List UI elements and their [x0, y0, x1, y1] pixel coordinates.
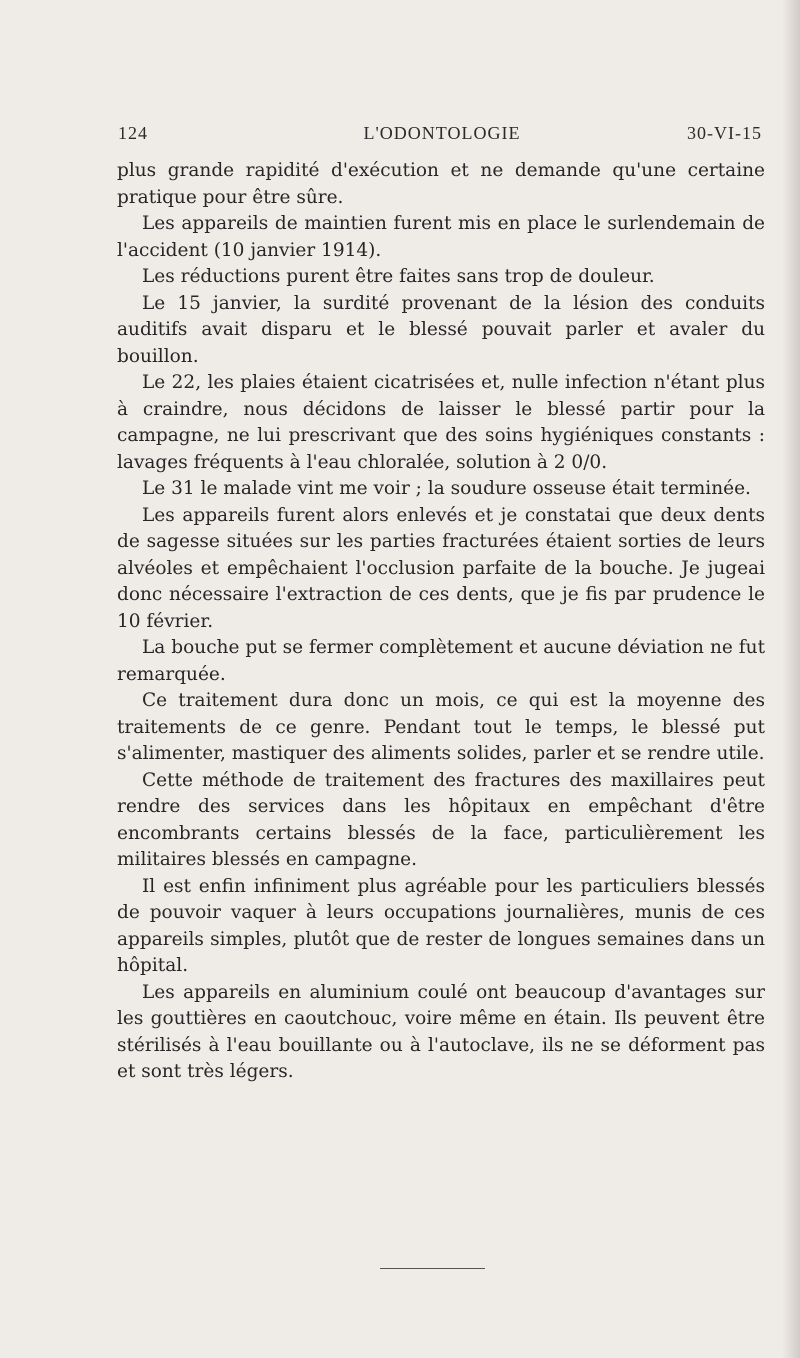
paragraph-january-15: Le 15 janvier, la surdité provenant de la lésion des conduits auditifs avait disparu et le blessé pouvait parler et avaler du bouillon.: [117, 292, 765, 367]
page-number: 124: [118, 123, 148, 143]
end-rule-divider: [380, 1268, 485, 1269]
paragraph-january-31: Le 31 le malade vint me voir ; la soudure osseuse était terminée.: [142, 478, 751, 499]
paragraph-january-22: Le 22, les plaies étaient cicatrisées et, nulle infection n'étant plus à craindre, nous décidons de laisser le blessé partir pour la campagne, ne lui prescrivant que des soins hygiéniques constants : lavages fréquents à l'eau chloralée, solution à 2 0/0.: [117, 372, 765, 473]
paragraph-aluminium-appliances: Les appareils en aluminium coulé ont beaucoup d'avantages sur les gouttières en caoutchouc, voire même en étain. Ils peuvent être stérilisés à l'eau bouillante ou à l'autoclave, ils ne se déforment pas et sont très légers.: [117, 981, 765, 1082]
paragraph-reductions: Les réductions purent être faites sans trop de douleur.: [142, 266, 655, 287]
body-text: [117, 158, 765, 1086]
paragraph-treatment-duration: Ce traitement dura donc un mois, ce qui est la moyenne des traitements de ce genre. Pendant tout le temps, le blessé put s'alimenter, mastiquer des aliments solides, parler et se rendre utile.: [117, 690, 765, 764]
running-header: [118, 123, 766, 153]
paragraph-appliances-placed: Les appareils de maintien furent mis en place le surlendemain de l'accident (10 janvier 1914).: [117, 213, 765, 261]
issue-date: 30-VI-15: [687, 123, 762, 143]
paragraph-patient-comfort: Il est enfin infiniment plus agréable pour les particuliers blessés de pouvoir vaquer à leurs occupations journalières, munis de ces appareils simples, plutôt que de rester de longues semaines dans un hôpital.: [117, 875, 765, 976]
paragraph-appliances-removed: Les appareils furent alors enlevés et je constatai que deux dents de sagesse situées sur les parties fracturées étaient sorties de leurs alvéoles et empêchaient l'occlusion parfaite de la bouche. Je jugeai donc nécessaire l'extraction de ces dents, que je fis par prudence le 10 février.: [117, 504, 765, 632]
paragraph-mouth-closed: La bouche put se fermer complètement et aucune déviation ne fut remarquée.: [117, 637, 765, 685]
journal-title: L'ODONTOLOGIE: [363, 123, 521, 143]
paragraph-method-services: Cette méthode de traitement des fractures des maxillaires peut rendre des services dans les hôpitaux en empêchant d'être encombrants certains blessés de la face, particulièrement les militaires blessés en campagne.: [117, 769, 765, 870]
paragraph-continuation: plus grande rapidité d'exécution et ne demande qu'une certaine pratique pour être sûre.: [117, 160, 765, 208]
